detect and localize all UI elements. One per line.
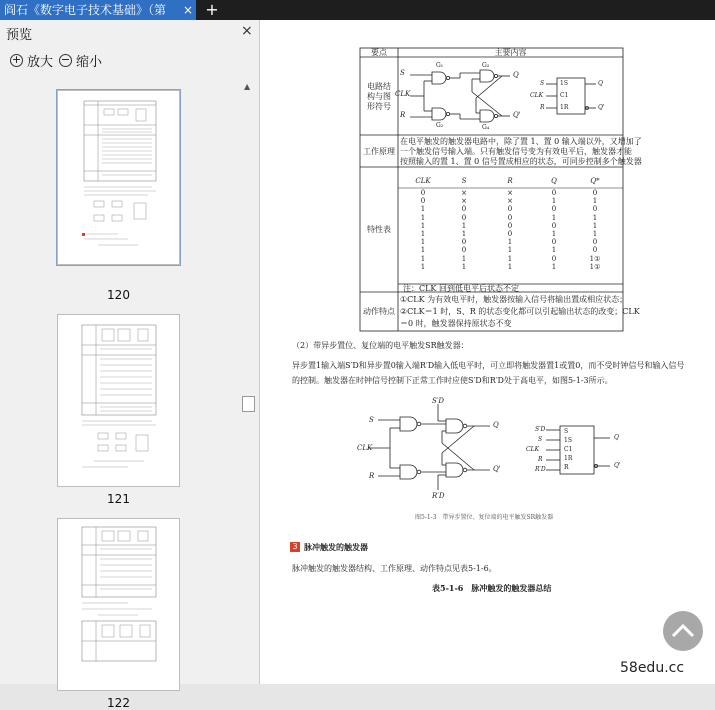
truth-table-cell: 1① <box>589 262 601 271</box>
symbol-label-clk: CLK <box>530 92 544 99</box>
truth-table-cell: 1 <box>420 238 426 247</box>
async-paragraph-line-2: 的控制。触发器在时钟信号控制下正常工作时应使S′D和R′D处于高电平，如图5-1-3所示。 <box>292 376 613 385</box>
sidebar-scrollbar[interactable] <box>242 80 256 684</box>
truth-table-cell: 1 <box>420 205 426 214</box>
truth-table-cell: 1 <box>420 213 426 222</box>
label-q-prime: Q' <box>513 111 521 119</box>
truth-table-header: Q <box>551 177 557 185</box>
truth-table-cell: 1 <box>461 221 467 230</box>
truth-table-cell: 0 <box>420 197 426 206</box>
sidebar-scroll-thumb[interactable] <box>242 396 255 412</box>
principle-line-3: 按照输入的置 1、置 0 信号置成相应的状态，可同步控制多个触发器 <box>400 157 642 166</box>
truth-table-header: Q* <box>590 177 600 185</box>
row-label-principle: 工作原理 <box>363 147 395 156</box>
truth-table-cell: 0 <box>592 205 598 214</box>
truth-table-cell: 0 <box>507 213 513 222</box>
truth-table-cell: 1 <box>551 262 557 271</box>
row-label-structure-1: 电路结 <box>367 82 391 91</box>
label-g2: G₂ <box>436 122 444 129</box>
symbol-label-s: S <box>540 80 545 87</box>
truth-table-cell: 1 <box>507 238 513 247</box>
truth-table-cell: 1 <box>592 197 598 206</box>
section-number-badge: 3 <box>290 542 300 552</box>
symbol-label-r: R <box>540 104 545 111</box>
fig-label-clk: CLK <box>357 444 373 452</box>
symbol-q-prime: Q' <box>598 104 605 111</box>
truth-table-cell: 1 <box>592 221 598 230</box>
table-caption: 表5-1-6 脉冲触发的触发器总结 <box>432 583 552 593</box>
row-label-action: 动作特点 <box>363 307 395 316</box>
fig-symbol-clk: CLK <box>526 446 540 453</box>
tab-bar <box>0 0 715 20</box>
zoom-out-label: 缩小 <box>76 55 103 70</box>
truth-table-header: R <box>507 177 513 185</box>
async-paragraph-line-1: 异步置1输入端S′D和异步置0输入端R′D输入低电平时，可立即将触发器置1或置0，而不受时钟信号和输入信号 <box>292 361 685 370</box>
table-header-content: 主要内容 <box>494 48 527 57</box>
truth-table-cell: 1 <box>592 213 598 222</box>
fig-symbol-rd: R′D <box>535 466 546 473</box>
row-label-structure-3: 形符号 <box>367 102 391 111</box>
truth-table-cell: 1 <box>551 246 557 255</box>
fig-symbol-r-pin: R <box>564 464 569 471</box>
label-g4: G₄ <box>482 124 490 131</box>
row-label-truth-table: 特性表 <box>367 225 391 234</box>
page-thumbnail[interactable] <box>57 90 180 265</box>
thumbnail-preview <box>58 315 179 486</box>
truth-table-cell: 1 <box>551 230 557 238</box>
zoom-in-icon: + <box>11 53 22 66</box>
truth-table-cell: × <box>507 189 513 197</box>
sidebar-close-icon[interactable]: × <box>241 23 253 39</box>
label-clk: CLK <box>395 90 411 98</box>
truth-table-cell: 0 <box>551 221 557 230</box>
fig-symbol-1s: 1S <box>564 437 572 444</box>
truth-table-cell: 0 <box>461 238 467 247</box>
section-3-title: 脉冲触发的触发器 <box>304 543 368 552</box>
action-line-2: ②CLK＝1 时，S、R 的状态变化都可以引起输出状态的改变；CLK <box>400 307 640 316</box>
chevron-up-icon <box>663 611 703 651</box>
symbol-1r: 1R <box>560 104 569 111</box>
truth-table-note: 注：CLK 回到低电平后状态不定 <box>403 284 519 293</box>
truth-table-header: CLK <box>415 177 431 185</box>
symbol-1s: 1S <box>560 80 568 87</box>
truth-table-cell: 0 <box>551 238 557 247</box>
symbol-q: Q <box>598 80 603 87</box>
fig-label-sd: S′D <box>432 397 444 405</box>
sidebar-title: 预览 <box>6 28 33 43</box>
truth-table-cell: 1 <box>507 246 513 255</box>
symbol-c1: C1 <box>560 92 569 99</box>
page-thumbnail[interactable] <box>57 314 180 487</box>
section-2-heading: （2）带异步置位、复位端的电平触发SR触发器： <box>292 341 469 350</box>
page-number: 122 <box>107 696 130 710</box>
tab-title: 阎石《数字电子技术基础》（第 <box>4 3 167 17</box>
truth-table-cell: 1 <box>592 230 598 238</box>
truth-table-cell: × <box>461 189 467 197</box>
truth-table-cell: 1 <box>420 230 426 238</box>
new-tab-button[interactable]: + <box>205 0 219 19</box>
truth-table-cell: 0 <box>461 213 467 222</box>
truth-table-cell: 0 <box>507 221 513 230</box>
truth-table-cell: 1 <box>420 254 426 263</box>
truth-table-cell: 0 <box>551 254 557 263</box>
thumbnail-preview <box>58 91 179 264</box>
truth-table-cell: 1 <box>420 246 426 255</box>
fig-label-r: R <box>369 472 375 480</box>
document-tab[interactable] <box>0 0 196 20</box>
scroll-up-icon[interactable]: ▲ <box>244 82 251 91</box>
truth-table-cell: 1 <box>507 254 513 263</box>
zoom-in-button[interactable] <box>10 51 53 70</box>
truth-table-cell: 1① <box>589 254 601 263</box>
fig-symbol-sd: S′D <box>535 426 546 433</box>
zoom-out-button[interactable] <box>59 51 102 70</box>
label-g1: G₁ <box>436 62 444 69</box>
truth-table-cell: 1 <box>420 262 426 271</box>
watermark: 58edu.cc <box>620 660 685 676</box>
truth-table-cell: 0 <box>551 205 557 214</box>
fig-symbol-s: S <box>538 436 543 443</box>
truth-table-cell: 1 <box>420 221 426 230</box>
truth-table-cell: 0 <box>507 230 513 238</box>
truth-table-cell: 0 <box>592 246 598 255</box>
zoom-in-label: 放大 <box>27 55 54 70</box>
truth-table-cell: 1 <box>461 262 467 271</box>
label-r: R <box>400 111 406 119</box>
truth-table-cell: 0 <box>420 189 426 197</box>
tab-close-icon[interactable]: × <box>182 3 194 17</box>
truth-table-cell: 0 <box>461 246 467 255</box>
fig-symbol-r: R <box>538 456 543 463</box>
scroll-to-top-button[interactable] <box>663 611 703 651</box>
pulse-paragraph: 脉冲触发的触发器结构、工作原理、动作特点见表5-1-6。 <box>292 564 497 573</box>
principle-line-2: 一个触发信号输入端。只有触发信号变为有效电平后，触发器才能 <box>400 147 632 156</box>
thumbnail-list[interactable] <box>0 82 240 710</box>
fig-label-rd: R′D <box>432 492 445 500</box>
fig-symbol-q-prime: Q' <box>614 462 621 469</box>
row-label-structure-2: 构与图 <box>367 92 391 101</box>
table-header-point: 要点 <box>371 48 387 57</box>
truth-table-cell: 1 <box>551 197 557 206</box>
truth-table-cell: 1 <box>507 262 513 271</box>
action-line-3: ＝0 时，触发器保持原状态不变 <box>400 319 512 328</box>
truth-table-cell: 1 <box>551 213 557 222</box>
page-number: 120 <box>107 288 130 302</box>
truth-table-cell: 1 <box>461 230 467 238</box>
action-line-1: ①CLK 为有效电平时，触发器按输入信号将输出置成相应状态； <box>400 295 628 304</box>
truth-table-cell: 1 <box>461 254 467 263</box>
truth-table-header: S <box>461 177 467 185</box>
preview-sidebar <box>0 20 260 710</box>
label-g3: G₃ <box>482 62 490 69</box>
fig-label-s: S <box>369 416 374 424</box>
fig-symbol-1r: 1R <box>564 455 573 462</box>
label-q: Q <box>513 71 519 79</box>
truth-table-cell: 0 <box>507 205 513 214</box>
truth-table-cell: 0 <box>592 238 598 247</box>
label-s: S <box>400 69 405 77</box>
truth-table-cell: 0 <box>592 189 598 197</box>
fig-symbol-s-pin: S <box>564 428 569 435</box>
page-thumbnail[interactable] <box>57 518 180 691</box>
truth-table-cell: 0 <box>551 189 557 197</box>
fig-symbol-c1: C1 <box>564 446 573 453</box>
thumbnail-preview <box>58 519 179 690</box>
truth-table-cell: × <box>507 197 513 206</box>
zoom-out-icon: − <box>60 53 71 66</box>
page-number: 121 <box>107 492 130 506</box>
truth-table-cell: × <box>461 197 467 206</box>
fig-label-q-prime: Q' <box>493 465 501 473</box>
document-page <box>260 20 715 684</box>
fig-label-q: Q <box>493 421 499 429</box>
principle-line-1: 在电平触发的触发器电路中，除了置 1、置 0 输入端以外，又增加了 <box>400 137 642 146</box>
fig-symbol-q: Q <box>614 434 619 441</box>
truth-table-cell: 0 <box>461 205 467 214</box>
figure-caption: 图5-1-3 带异步置位、复位端的电平触发SR触发器 <box>415 514 554 521</box>
